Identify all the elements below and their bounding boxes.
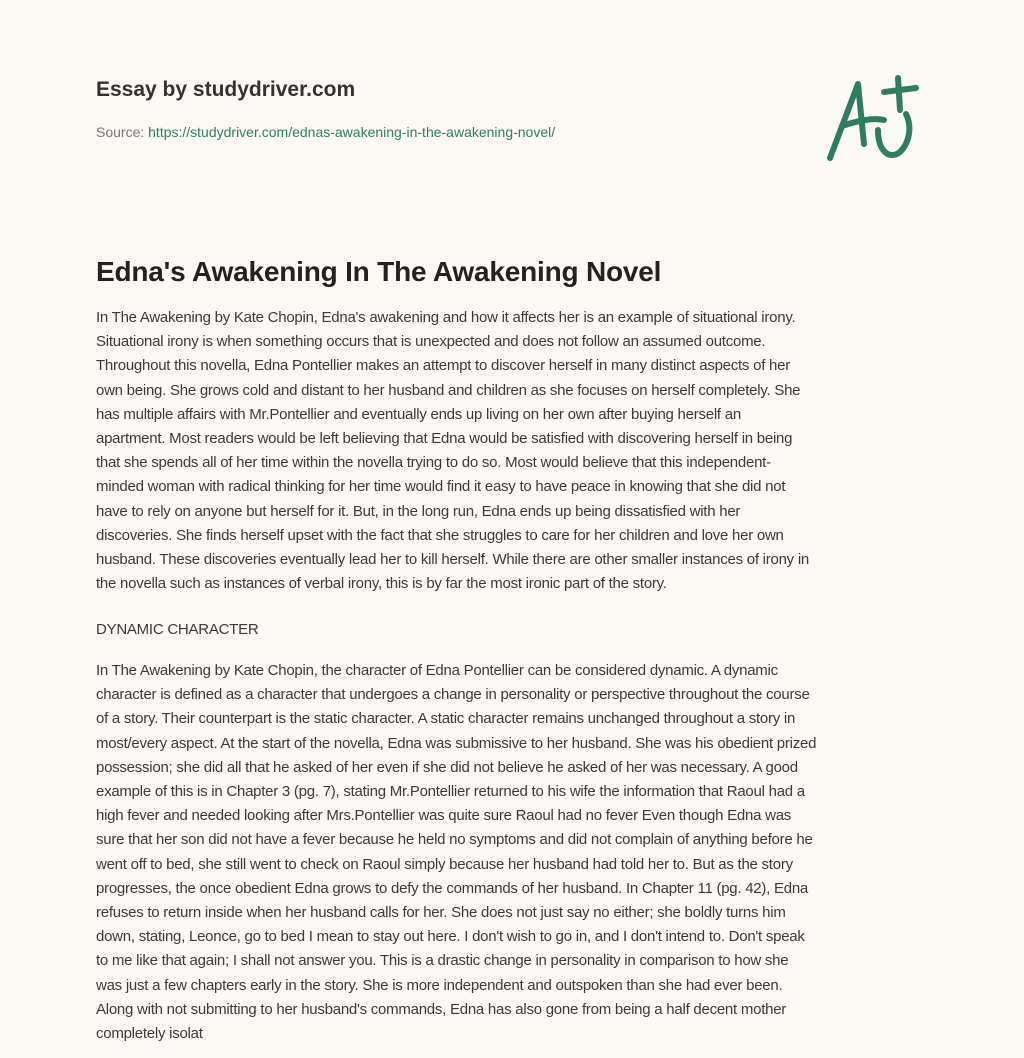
source-label: Source: — [96, 124, 145, 140]
paragraph-line: minded woman with radical thinking for her time would find it easy to have peace in knowing that she did not — [96, 478, 786, 496]
paragraph-line: husband. These discoveries eventually lead her to kill herself. While there are other smaller instances of irony in — [96, 551, 810, 569]
paragraph-line: to me like that again; I shall not answer you. This is a drastic change in personality in comparison to how she — [96, 952, 789, 970]
source-line — [96, 124, 555, 140]
paragraph-line: example of this is in Chapter 3 (pg. 7), stating Mr.Pontellier returned to his wife the information that Raoul had a — [96, 783, 805, 801]
paragraph-line: have to rely on anyone but herself for it. But, in the long run, Edna ends up being dissatisfied with her — [96, 502, 741, 520]
paragraph-line: discoveries. She finds herself upset with the fact that she struggles to care for her children and love her own — [96, 526, 784, 544]
paragraph-line: In The Awakening by Kate Chopin, the character of Edna Pontellier can be considered dynamic. A dynamic — [96, 662, 778, 679]
paragraph-line: most/every aspect. At the start of the novella, Edna was submissive to her husband. She was his obedient prized — [96, 734, 817, 752]
a-plus-logo-icon — [820, 70, 930, 170]
paragraph-line: Along with not submitting to her husband's commands, Edna has also gone from being a half decent mother — [96, 1000, 787, 1018]
paragraph-line: apartment. Most readers would be left believing that Edna would be satisfied with discovering herself in being — [96, 430, 793, 448]
paragraph-line: Throughout this novella, Edna Pontellier makes an attempt to discover herself in many distinct aspects of her — [96, 357, 790, 375]
paragraph-line: sure that her son did not have a fever because he held no symptoms and did not complain of anything before he — [96, 831, 813, 849]
dynamic-character-paragraph — [96, 659, 816, 1046]
paragraph-line: Situational irony is when something occurs that is unexpected and does not follow an assumed outcome. — [96, 333, 766, 351]
paragraph-line: refuses to return inside when her husband calls for her. She does not just say no either; she boldly turns him — [96, 904, 786, 922]
paragraph-line: the novella such as instances of verbal irony, this is by far the most ironic part of the story. — [96, 575, 667, 593]
paragraph-line: own being. She grows cold and distant to her husband and children as she focuses on herself completely. She — [96, 381, 801, 399]
paragraph-line: completely isolat — [96, 1025, 203, 1043]
paragraph-line: high fever and needed looking after Mrs.Pontellier was quite sure Raoul had no fever Even though Edna was — [96, 807, 792, 825]
section-heading: DYNAMIC CHARACTER — [96, 621, 259, 638]
paragraph-line: character is defined as a character that undergoes a change in personality or perspective throughout the course — [96, 686, 810, 704]
paragraph-line: progresses, the once obedient Edna grows to defy the commands of her husband. In Chapter 11 (pg. 42), Edna — [96, 879, 809, 897]
paragraph-line: was just a few chapters early in the story. She is more independent and outspoken than she had ever been. — [96, 976, 783, 994]
paragraph-line: possession; she did all that he asked of her even if she did not believe he asked of her was necessary. A good — [96, 758, 798, 776]
site-brand: Essay by studydriver.com — [96, 78, 356, 101]
intro-paragraph — [96, 306, 809, 596]
paragraph-line: of a story. Their counterpart is the static character. A static character remains unchanged throughout a story in — [96, 710, 796, 728]
paragraph-line: In The Awakening by Kate Chopin, Edna's awakening and how it affects her is an example of situational irony. — [96, 309, 796, 326]
source-link[interactable]: https://studydriver.com/ednas-awakening-in-the-awakening-novel/ — [148, 124, 556, 140]
paragraph-line: has multiple affairs with Mr.Pontellier and eventually ends up living on her own after buying herself an — [96, 405, 741, 423]
paragraph-line: went off to bed, she still went to check on Raoul simply because her husband had told her to. But as the story — [96, 855, 793, 873]
page-title: Edna's Awakening In The Awakening Novel — [96, 256, 662, 287]
paragraph-line: that she spends all of her time within the novella trying to do so. Most would believe that this independent- — [96, 454, 771, 472]
paragraph-line: down, stating, Leonce, go to bed I mean to stay out here. I don't wish to go in, and I don't intend to. Don't speak — [96, 928, 805, 946]
